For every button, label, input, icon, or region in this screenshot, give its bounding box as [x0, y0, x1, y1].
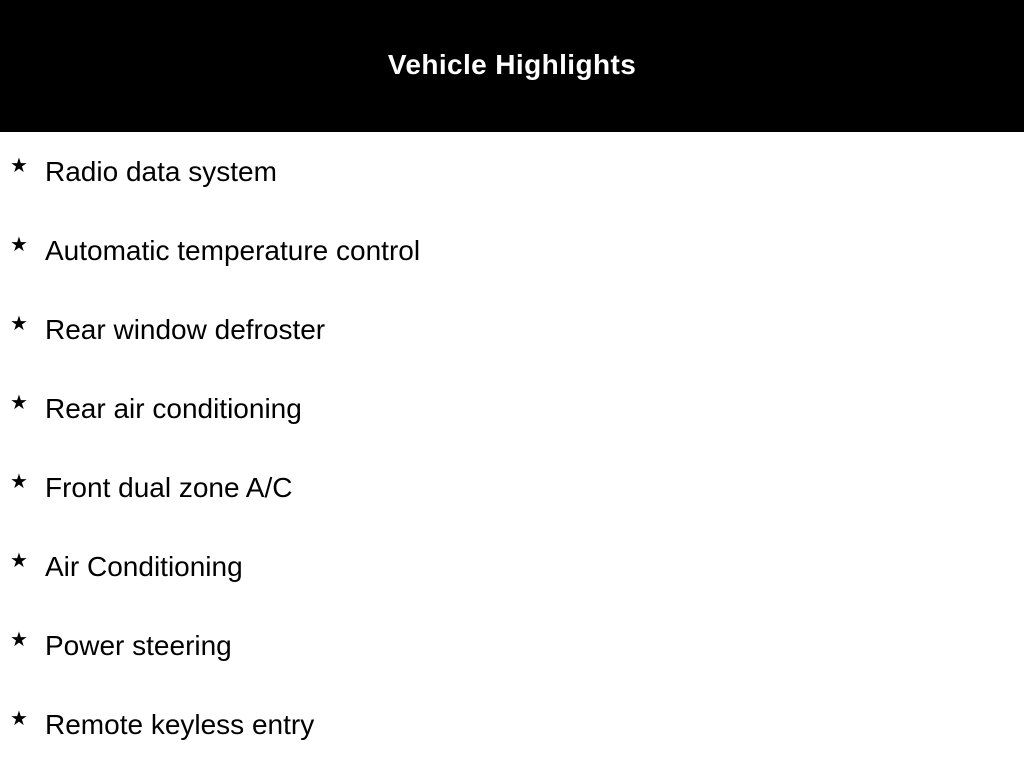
list-item	[0, 448, 1024, 527]
header-bar	[0, 0, 1024, 132]
star-icon: ★	[10, 469, 28, 493]
list-item	[0, 132, 1024, 211]
star-icon: ★	[10, 627, 28, 651]
list-item	[0, 369, 1024, 448]
star-icon: ★	[10, 311, 28, 335]
star-icon: ★	[10, 232, 28, 256]
page-title: Vehicle Highlights	[387, 49, 637, 80]
feature-label: Rear air conditioning	[45, 393, 302, 424]
feature-label: Air Conditioning	[45, 551, 243, 582]
feature-label: Rear window defroster	[45, 314, 326, 345]
list-item	[0, 527, 1024, 606]
list-item	[0, 211, 1024, 290]
feature-label: Front dual zone A/C	[45, 472, 293, 503]
star-icon: ★	[10, 153, 28, 177]
star-icon: ★	[10, 390, 28, 414]
star-icon: ★	[10, 706, 28, 730]
feature-list	[0, 132, 1024, 764]
list-item	[0, 685, 1024, 764]
feature-label: Remote keyless entry	[45, 709, 315, 740]
star-icon: ★	[10, 548, 28, 572]
feature-label: Power steering	[45, 630, 232, 661]
feature-label: Radio data system	[45, 156, 277, 187]
list-item	[0, 606, 1024, 685]
list-item	[0, 290, 1024, 369]
feature-label: Automatic temperature control	[45, 235, 421, 266]
